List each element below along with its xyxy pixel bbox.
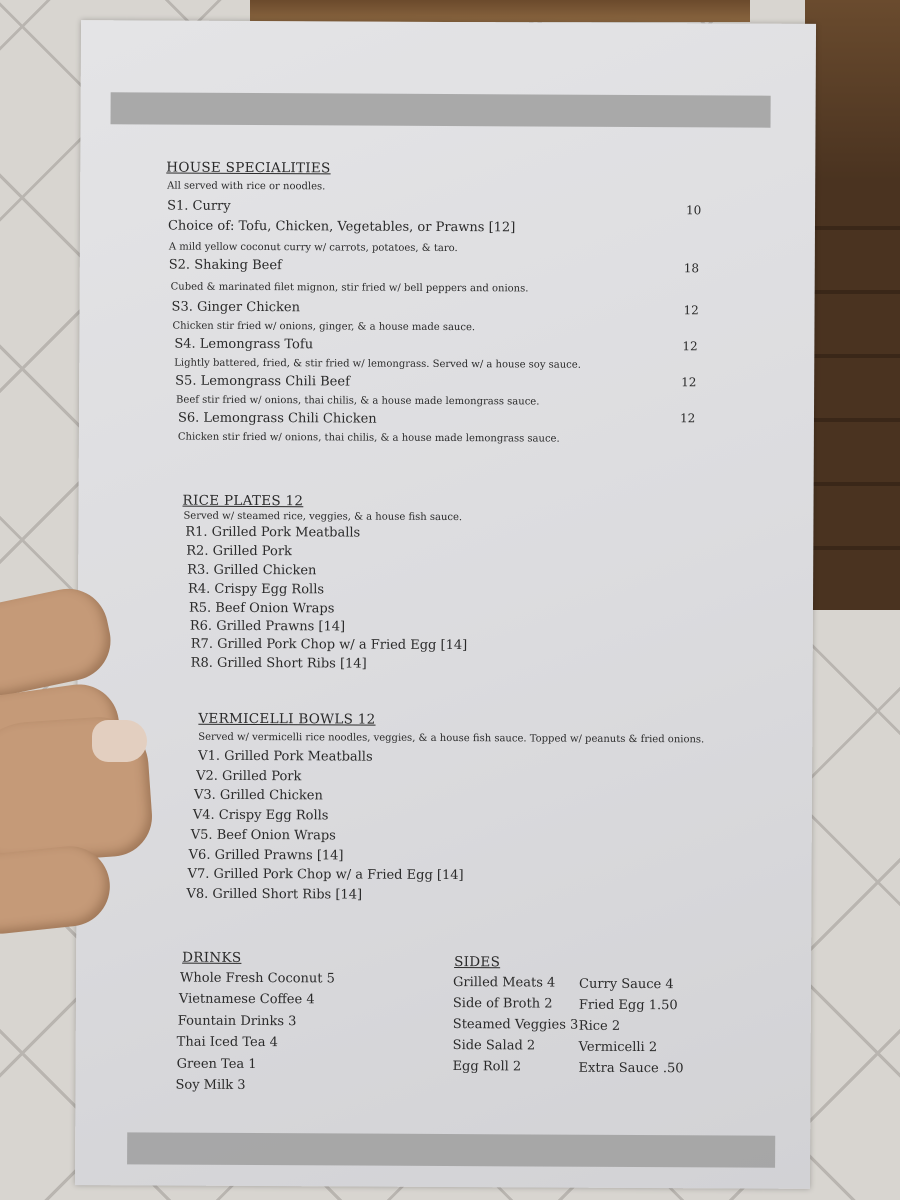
drink-item: Whole Fresh Coconut 5: [180, 970, 335, 987]
menu-item: S1. Curry: [167, 198, 231, 214]
rice-plate-item: R6. Grilled Prawns [14]: [189, 618, 346, 635]
drink-item: Thai Iced Tea 4: [176, 1034, 278, 1051]
side-item: Steamed Veggies 3: [452, 1017, 579, 1033]
vermicelli-bowls-heading: VERMICELLI BOWLS 12: [198, 710, 376, 728]
rice-plate-item: R3. Grilled Chicken: [187, 562, 317, 579]
menu-item-description: Beef stir fried w/ onions, thai chilis, & a house made lemongrass sauce.: [176, 394, 540, 408]
thumbnail: [92, 720, 147, 762]
rice-plate-item: R5. Beef Onion Wraps: [188, 600, 335, 617]
rice-plates-note: Served w/ steamed rice, veggies, & a house fish sauce.: [183, 510, 463, 524]
side-item: Fried Egg 1.50: [578, 997, 678, 1014]
bottom-gray-band: [127, 1132, 775, 1167]
menu-item-price: 12: [681, 375, 697, 390]
drink-item: Green Tea 1: [176, 1056, 257, 1073]
menu-item-price: 18: [683, 261, 700, 276]
rice-plate-item: R4. Crispy Egg Rolls: [188, 581, 325, 598]
side-item: Vermicelli 2: [578, 1039, 658, 1056]
side-item: Side of Broth 2: [452, 996, 553, 1012]
house-specialities-heading: HOUSE SPECIALITIES: [166, 159, 331, 177]
menu-item-description: Chicken stir fried w/ onions, thai chilis, & a house made lemongrass sauce.: [177, 431, 560, 445]
menu-item: S5. Lemongrass Chili Beef: [175, 373, 350, 390]
drink-item: Vietnamese Coffee 4: [178, 991, 315, 1008]
house-specialities-note: All served with rice or noodles.: [167, 180, 326, 193]
top-gray-band: [111, 92, 771, 127]
drink-item: Fountain Drinks 3: [177, 1013, 297, 1030]
vermicelli-item: V5. Beef Onion Wraps: [190, 827, 336, 844]
vermicelli-item: V2. Grilled Pork: [196, 768, 302, 785]
vermicelli-item: V1. Grilled Pork Meatballs: [198, 748, 373, 765]
rice-plate-item: R2. Grilled Pork: [186, 543, 293, 560]
menu-item-description: Chicken stir fried w/ onions, ginger, & a house made sauce.: [172, 320, 476, 334]
menu-item-price: 12: [679, 411, 696, 426]
menu-item-price: 10: [686, 203, 702, 218]
side-item: Side Salad 2: [452, 1038, 536, 1054]
rice-plate-item: R8. Grilled Short Ribs [14]: [190, 655, 367, 672]
side-item: Rice 2: [578, 1018, 621, 1034]
side-item: Curry Sauce 4: [578, 976, 674, 993]
menu-item-price: 12: [682, 339, 698, 354]
menu-item-price: 12: [683, 303, 699, 318]
drink-item: Soy Milk 3: [175, 1077, 246, 1093]
rice-plate-item: R7. Grilled Pork Chop w/ a Fried Egg [14]: [190, 636, 468, 654]
vermicelli-bowls-note: Served w/ vermicelli rice noodles, veggies, & a house fish sauce. Topped w/ peanuts & fried onions.: [198, 731, 705, 746]
side-item: Grilled Meats 4: [452, 975, 556, 991]
wooden-table-edge: [250, 0, 750, 22]
vermicelli-item: V6. Grilled Prawns [14]: [188, 847, 344, 864]
menu-item: S6. Lemongrass Chili Chicken: [177, 410, 377, 427]
rice-plates-heading: RICE PLATES 12: [182, 492, 304, 510]
rice-plate-item: R1. Grilled Pork Meatballs: [185, 524, 361, 541]
menu-item: S3. Ginger Chicken: [171, 299, 301, 316]
menu-item: S2. Shaking Beef: [168, 257, 282, 274]
side-item: Egg Roll 2: [452, 1059, 522, 1075]
menu-item-description: Cubed & marinated filet mignon, stir fried w/ bell peppers and onions.: [170, 281, 529, 295]
wooden-cabinet: [805, 0, 900, 610]
menu-item-description: A mild yellow coconut curry w/ carrots, potatoes, & taro.: [168, 241, 458, 255]
side-item: Extra Sauce .50: [578, 1060, 684, 1077]
vermicelli-item: V7. Grilled Pork Chop w/ a Fried Egg [14]: [187, 866, 464, 884]
vermicelli-item: V4. Crispy Egg Rolls: [192, 807, 329, 824]
menu-item-description: Lightly battered, fried, & stir fried w/ lemongrass. Served w/ a house soy sauce.: [174, 357, 581, 371]
menu-item-choice: Choice of: Tofu, Chicken, Vegetables, or Prawns [12]: [167, 218, 516, 236]
vermicelli-item: V8. Grilled Short Ribs [14]: [186, 886, 363, 903]
drinks-heading: DRINKS: [182, 949, 242, 966]
menu-paper: [75, 20, 816, 1189]
vermicelli-item: V3. Grilled Chicken: [193, 787, 323, 804]
menu-item: S4. Lemongrass Tofu: [174, 336, 314, 353]
sides-heading: SIDES: [454, 954, 501, 971]
